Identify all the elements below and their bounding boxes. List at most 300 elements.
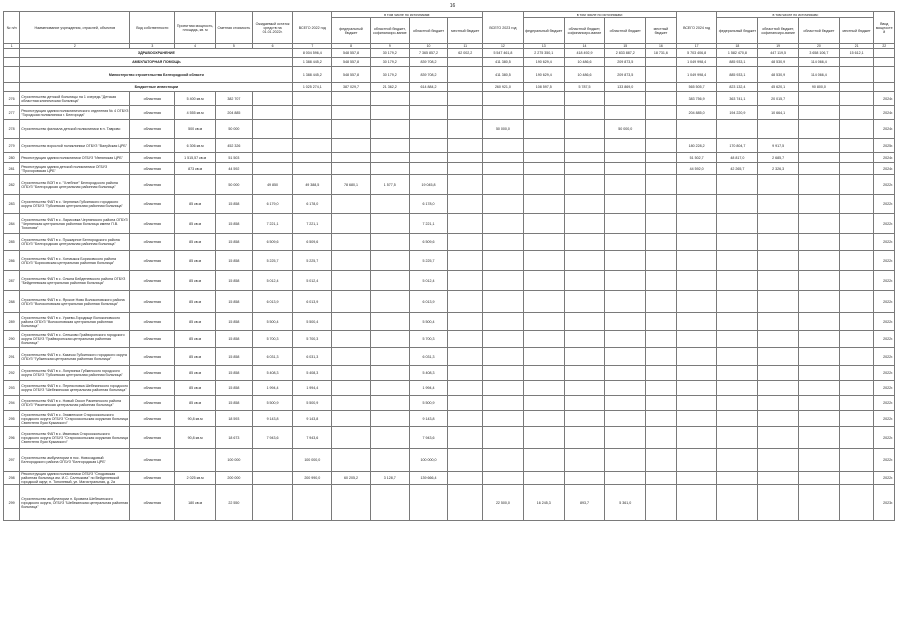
object-name: Строительство ФАП в с. Знаменское Старооскольского городского округа ОГБУЗ "Старооскольская окружная больница Святителя Луки Крымского" (21, 412, 128, 425)
capacity: 85 кв.м (175, 195, 216, 214)
amount-t23 (483, 472, 524, 485)
section-value (839, 83, 874, 92)
capacity: 90,8 кв.м (175, 427, 216, 449)
table-row (4, 313, 895, 331)
amount-f22 (332, 120, 371, 139)
amount-rc23 (564, 411, 605, 427)
amount-t24 (676, 485, 717, 521)
amount-f22 (332, 106, 371, 120)
expected-balance: 6 013,9 (252, 291, 293, 313)
object-name: Строительство ВОП в с. "Хлебное" Белгородского района ОГБУЗ "Белгородская центральная районная больница" (20, 175, 130, 195)
section-row (4, 49, 895, 58)
amount-r22: 9 143,8 (409, 411, 448, 427)
row-number: 285 (4, 234, 20, 251)
amount-rc24: 2 326,3 (758, 163, 799, 175)
commissioning-year: 2024г. (874, 153, 895, 163)
estimated-cost: 18 673 (216, 427, 253, 449)
section-value: 2 275 350,1 (523, 49, 564, 58)
amount-t24 (676, 449, 717, 472)
amount-rc23 (564, 331, 605, 348)
section-value: 30 179,2 (370, 58, 409, 67)
amount-t22 (293, 153, 332, 163)
amount-t22: 5 700,3 (293, 331, 332, 348)
amount-t22: 5 500,4 (293, 313, 332, 331)
section-value: 15 612,1 (839, 49, 874, 58)
amount-t23 (483, 313, 524, 331)
object-name: Строительство ФАП в с. Казачок Губкинского городского округа ОГБУЗ "Губкинская центральная районная больница" (20, 348, 130, 366)
row-number: 293 (4, 381, 20, 396)
row-number: 283 (4, 195, 20, 214)
header-regional-2023: областной бюджет (605, 18, 646, 44)
amount-r22: 6 031,3 (409, 348, 448, 366)
amount-f22 (332, 313, 371, 331)
table-body (4, 49, 895, 521)
header-capacity: Проектная мощность, площадь, кв. м (175, 12, 216, 44)
amount-rc24 (758, 411, 799, 427)
table-row (4, 472, 895, 485)
amount-rc24 (758, 175, 799, 195)
amount-r24 (799, 163, 840, 175)
amount-t22: 5 408,3 (293, 366, 332, 381)
amount-r23 (605, 139, 646, 153)
capacity: 180 кв.м (175, 485, 216, 521)
section-no (4, 67, 20, 83)
amount-l23 (646, 427, 677, 449)
ownership: областная (130, 195, 175, 214)
column-number: 7 (293, 44, 332, 49)
object-name: Строительство взрослой поликлиники ОГБУЗ "Валуйская ЦРБ" (20, 139, 130, 153)
amount-t23 (483, 106, 524, 120)
ownership: областная (130, 331, 175, 348)
amount-t24: 51 502,7 (676, 153, 717, 163)
amount-f24 (717, 427, 758, 449)
amount-t24: 180 228,2 (676, 139, 717, 153)
estimated-cost: 382 707 (216, 92, 253, 106)
section-value (448, 58, 483, 67)
section-value: 885 933,1 (717, 67, 758, 83)
section-value: 1 582 470,8 (717, 49, 758, 58)
commissioning-year: 2024г. (874, 106, 895, 120)
capacity: 85 кв.м (175, 234, 216, 251)
table-row (4, 396, 895, 411)
amount-r22: 5 700,3 (409, 331, 448, 348)
object-name: Реконструкция здания поликлиники ОГБУЗ "Ивнянская ЦРБ" (20, 153, 130, 163)
row-number: 299 (4, 485, 20, 521)
row-number: 289 (4, 313, 20, 331)
expected-balance (252, 485, 293, 521)
section-no (4, 83, 20, 92)
header-regional-cofin-2023: областной бюджет, софинансиро-вание (564, 18, 605, 44)
estimated-cost: 15 858 (216, 348, 253, 366)
amount-r22: 1 994,4 (409, 381, 448, 396)
capacity: 85 кв.м (175, 251, 216, 271)
amount-r22: 5 408,3 (409, 366, 448, 381)
estimated-cost: 15 858 (216, 291, 253, 313)
estimated-cost: 200 000 (216, 472, 253, 485)
estimated-cost: 15 858 (216, 271, 253, 291)
amount-l23 (646, 234, 677, 251)
object-name: Строительство ФАП в с. Переясловка Шебекинского городского округа ОГБУЗ "Шебекинская центральная районная больница" (20, 381, 130, 396)
amount-rc22 (370, 234, 409, 251)
amount-l24 (839, 313, 874, 331)
amount-f22: 60 205,2 (332, 472, 371, 485)
amount-f23 (523, 331, 564, 348)
ownership: областная (130, 485, 175, 521)
column-number: 10 (409, 44, 448, 49)
amount-t22: 7 943,6 (293, 427, 332, 449)
amount-t22: 5 500,9 (293, 396, 332, 411)
amount-rc22 (370, 163, 409, 175)
amount-r24 (799, 139, 840, 153)
amount-r22: 19 045,8 (409, 175, 448, 195)
amount-rc23 (564, 313, 605, 331)
amount-rc23 (564, 348, 605, 366)
amount-f22 (332, 153, 371, 163)
section-value: 48 530,9 (758, 58, 799, 67)
amount-f22 (332, 331, 371, 348)
amount-f22 (332, 485, 371, 521)
amount-r23 (605, 106, 646, 120)
ownership: областная (130, 348, 175, 366)
amount-f22 (332, 92, 371, 106)
amount-l24 (839, 251, 874, 271)
row-number: 286 (4, 251, 20, 271)
section-value: 48 530,9 (758, 67, 799, 83)
table-row (4, 381, 895, 396)
section-value: 10 486,6 (564, 67, 605, 83)
amount-l22 (448, 313, 483, 331)
amount-l23 (646, 313, 677, 331)
amount-f24 (717, 485, 758, 521)
estimated-cost: 204 885 (216, 106, 253, 120)
amount-l23 (646, 485, 677, 521)
column-number: 19 (758, 44, 799, 49)
header-balance: Ожидаемый остаток средств на 01.01.2022г. (252, 12, 293, 44)
section-value: 2 833 887,2 (605, 49, 646, 58)
commissioning-year: 2025г. (874, 139, 895, 153)
header-no: № п/п (4, 12, 20, 44)
amount-t23 (483, 234, 524, 251)
amount-l24 (839, 291, 874, 313)
amount-l23 (646, 195, 677, 214)
expected-balance: 5 408,3 (252, 366, 293, 381)
amount-l23 (646, 366, 677, 381)
amount-r23 (605, 92, 646, 106)
amount-rc23 (564, 139, 605, 153)
column-number: 21 (839, 44, 874, 49)
row-number: 279 (4, 139, 20, 153)
amount-r24 (799, 106, 840, 120)
amount-rc22: 3 128,7 (370, 472, 409, 485)
amount-f24 (717, 331, 758, 348)
amount-r24 (799, 381, 840, 396)
amount-r22: 5 225,7 (409, 251, 448, 271)
expected-balance: 6 179,0 (252, 195, 293, 214)
object-name: Реконструкция здания детской поликлиники ОГБУЗ "Прохоровская ЦРБ" (20, 163, 130, 175)
commissioning-year: 2022г. (874, 411, 895, 427)
column-number: 18 (717, 44, 758, 49)
amount-rc24 (758, 291, 799, 313)
amount-t23 (483, 427, 524, 449)
capacity: 85 кв.м (175, 271, 216, 291)
section-value: 190 629,4 (523, 67, 564, 83)
amount-r23 (605, 175, 646, 195)
amount-l24 (839, 106, 874, 120)
amount-f22 (332, 427, 371, 449)
ownership: областная (130, 234, 175, 251)
amount-r22: 7 943,6 (409, 427, 448, 449)
amount-f23 (523, 120, 564, 139)
amount-l24 (839, 271, 874, 291)
amount-l24 (839, 427, 874, 449)
amount-rc24 (758, 396, 799, 411)
expected-balance (252, 449, 293, 472)
amount-l24 (839, 163, 874, 175)
amount-r24 (799, 214, 840, 234)
amount-t24 (676, 214, 717, 234)
amount-f23 (523, 214, 564, 234)
section-value: 7 365 857,2 (409, 49, 448, 58)
ownership: областная (130, 163, 175, 175)
amount-l24 (839, 348, 874, 366)
amount-r23 (605, 234, 646, 251)
amount-f22 (332, 195, 371, 214)
estimated-cost: 15 858 (216, 313, 253, 331)
amount-t22: 5 225,7 (293, 251, 332, 271)
amount-l24 (839, 120, 874, 139)
amount-r24 (799, 366, 840, 381)
amount-l24 (839, 92, 874, 106)
object-name: Реконструкция здания поликлиники ОГБУЗ "Сподовская районная больница им. И.С. Салтыкова" по Вейделевской городской округ, п. Тополевый, ул. Магистральная, д. 2а (20, 472, 130, 485)
expected-balance: 7 221,1 (252, 214, 293, 234)
amount-t22: 6 013,9 (293, 291, 332, 313)
ownership: областная (130, 214, 175, 234)
row-number: 284 (4, 214, 20, 234)
amount-l22 (448, 175, 483, 195)
amount-rc22 (370, 348, 409, 366)
section-label: Бюджетные инвестиции (20, 83, 293, 92)
section-value: 823 132,4 (717, 83, 758, 92)
commissioning-year: 2022г. (874, 449, 895, 472)
amount-r22 (409, 153, 448, 163)
amount-r23 (605, 381, 646, 396)
amount-f22 (332, 411, 371, 427)
expected-balance: 5 225,7 (252, 251, 293, 271)
table-row (4, 271, 895, 291)
section-value: 5 703 406,8 (676, 49, 717, 58)
amount-f23: 16 245,3 (523, 485, 564, 521)
ownership: областная (130, 313, 175, 331)
amount-rc22 (370, 485, 409, 521)
ownership: областная (130, 396, 175, 411)
commissioning-year: 2022г. (874, 195, 895, 214)
section-value: 30 179,2 (370, 49, 409, 58)
amount-t24 (676, 396, 717, 411)
amount-l23 (646, 175, 677, 195)
section-value: 614 884,2 (409, 83, 448, 92)
amount-l22 (448, 234, 483, 251)
column-number: 8 (332, 44, 371, 49)
estimated-cost: 51 503 (216, 153, 253, 163)
section-value: 114 066,4 (799, 58, 840, 67)
amount-t23 (483, 163, 524, 175)
amount-f23 (523, 427, 564, 449)
section-value: 108 597,5 (523, 83, 564, 92)
amount-rc22 (370, 427, 409, 449)
column-number: 12 (483, 44, 524, 49)
section-value: 133 869,0 (605, 83, 646, 92)
table-row (4, 485, 895, 521)
amount-r24 (799, 291, 840, 313)
object-name: Строительство детской больницы на 1 очередь "Детская областная клиническая больница" (20, 92, 130, 106)
section-value: 45 620,1 (758, 83, 799, 92)
amount-l22 (448, 92, 483, 106)
section-commissioning (874, 58, 895, 67)
amount-t22: 100 000,0 (293, 449, 332, 472)
commissioning-year: 2022г. (874, 427, 895, 449)
ownership: областная (130, 175, 175, 195)
object-name: Строительство филиала детской поликлиники в п. Таврово (20, 120, 130, 139)
expected-balance (252, 153, 293, 163)
commissioning-year: 2022г. (874, 271, 895, 291)
capacity: 85 кв.м (175, 348, 216, 366)
header-federal-2024: федеральный бюджет (717, 18, 758, 44)
amount-t23 (483, 214, 524, 234)
amount-r22 (409, 92, 448, 106)
section-value: 3 658 106,7 (799, 49, 840, 58)
amount-rc22 (370, 449, 409, 472)
section-value (646, 83, 677, 92)
amount-rc23 (564, 106, 605, 120)
capacity: 4 555 кв.м (175, 106, 216, 120)
amount-rc23 (564, 234, 605, 251)
amount-t24 (676, 313, 717, 331)
amount-f22 (332, 271, 371, 291)
amount-f23 (523, 381, 564, 396)
expected-balance: 5 500,9 (252, 396, 293, 411)
amount-r24 (799, 331, 840, 348)
amount-t24 (676, 411, 717, 427)
amount-l22 (448, 153, 483, 163)
section-row (4, 83, 895, 92)
commissioning-year: 2022г. (874, 214, 895, 234)
commissioning-year: 2022г. (874, 234, 895, 251)
amount-l24 (839, 175, 874, 195)
amount-t24 (676, 366, 717, 381)
amount-l23 (646, 120, 677, 139)
commissioning-year: 2022г. (874, 396, 895, 411)
amount-r22: 5 012,4 (409, 271, 448, 291)
header-regional-2024: областной бюджет (799, 18, 840, 44)
amount-l24 (839, 153, 874, 163)
section-label: ЗДРАВООХРАНЕНИЕ (20, 49, 293, 58)
section-value: 21 362,2 (370, 83, 409, 92)
amount-rc23 (564, 251, 605, 271)
amount-f23 (523, 163, 564, 175)
commissioning-year: 2022г. (874, 175, 895, 195)
table-row (4, 411, 895, 427)
commissioning-year: 2022г. (874, 313, 895, 331)
object-name: Строительство ФАП в с. Новый Оскол Ракитянского района ОГБУЗ "Ракитянская центральная районная больница" (20, 396, 130, 411)
amount-t23 (483, 271, 524, 291)
expected-balance (252, 92, 293, 106)
estimated-cost: 15 858 (216, 331, 253, 348)
amount-l23 (646, 139, 677, 153)
amount-r23 (605, 291, 646, 313)
header-sources-2022: в том числе по источникам: (332, 12, 483, 18)
amount-l23 (646, 214, 677, 234)
amount-t22 (293, 163, 332, 175)
amount-r24 (799, 175, 840, 195)
amount-l23 (646, 411, 677, 427)
amount-f22 (332, 348, 371, 366)
amount-t22: 6 031,3 (293, 348, 332, 366)
amount-t23 (483, 251, 524, 271)
section-value: 839 708,2 (409, 67, 448, 83)
amount-f24 (717, 348, 758, 366)
amount-f23 (523, 472, 564, 485)
amount-f22 (332, 139, 371, 153)
amount-f22 (332, 366, 371, 381)
ownership: областная (130, 427, 175, 449)
header-ownership: Вид собственности (130, 12, 175, 44)
table-row (4, 175, 895, 195)
object-name: Строительство ФАП в с. Хотмыжск Борисовского района ОГБУЗ "Борисовская центральная районная больница" (20, 251, 130, 271)
section-no (4, 49, 20, 58)
object-name: Строительство ФАП в с. Ларисовка Чернянского района ОГБУЗ "Чернянская центральная районная больница имени П.В. Тихонова" (20, 214, 130, 234)
amount-l24 (839, 396, 874, 411)
amount-rc24 (758, 381, 799, 396)
estimated-cost: 15 858 (216, 396, 253, 411)
amount-rc22 (370, 139, 409, 153)
section-value (646, 58, 677, 67)
ownership: областная (130, 106, 175, 120)
section-label: Министерство строительства Белгородской области (20, 67, 293, 83)
expected-balance: 7 943,6 (252, 427, 293, 449)
capacity: 85 кв.м (175, 366, 216, 381)
section-value: 548 557,8 (332, 49, 371, 58)
amount-f24 (717, 366, 758, 381)
section-value: 8 004 596,4 (293, 49, 332, 58)
amount-t23 (483, 139, 524, 153)
expected-balance: 5 012,4 (252, 271, 293, 291)
column-number: 20 (799, 44, 840, 49)
amount-l22 (448, 271, 483, 291)
amount-f22 (332, 234, 371, 251)
section-value: 10 486,6 (564, 58, 605, 67)
object-name: Реконструкция здания поликлинического отделения № 4 ОГБУЗ "Городская поликлиника г. Белгорода" (20, 106, 130, 120)
amount-r24 (799, 472, 840, 485)
amount-l22 (448, 366, 483, 381)
amount-l24 (839, 485, 874, 521)
object-name: Строительство ФАП в с. Олына Бейденевского района ОГБУЗ "Бейденевская центральная районная больница" (20, 271, 130, 291)
amount-l23 (646, 291, 677, 313)
amount-f23 (523, 175, 564, 195)
amount-t22: 9 143,8 (293, 411, 332, 427)
amount-rc24 (758, 234, 799, 251)
amount-r22: 6 178,0 (409, 195, 448, 214)
amount-r24 (799, 234, 840, 251)
capacity: 85 кв.м (175, 214, 216, 234)
amount-f24: 194 220,9 (717, 106, 758, 120)
amount-rc22 (370, 251, 409, 271)
section-value: 209 873,5 (605, 58, 646, 67)
estimated-cost: 50 000 (216, 120, 253, 139)
object-name: Строительство ФАП в с. Ярское Ново Волоконовского района ОГБУЗ "Волоконовская центральная районная больница" (20, 291, 130, 313)
amount-r24 (799, 427, 840, 449)
amount-t24: 383 756,9 (676, 92, 717, 106)
section-value: 885 933,1 (717, 58, 758, 67)
